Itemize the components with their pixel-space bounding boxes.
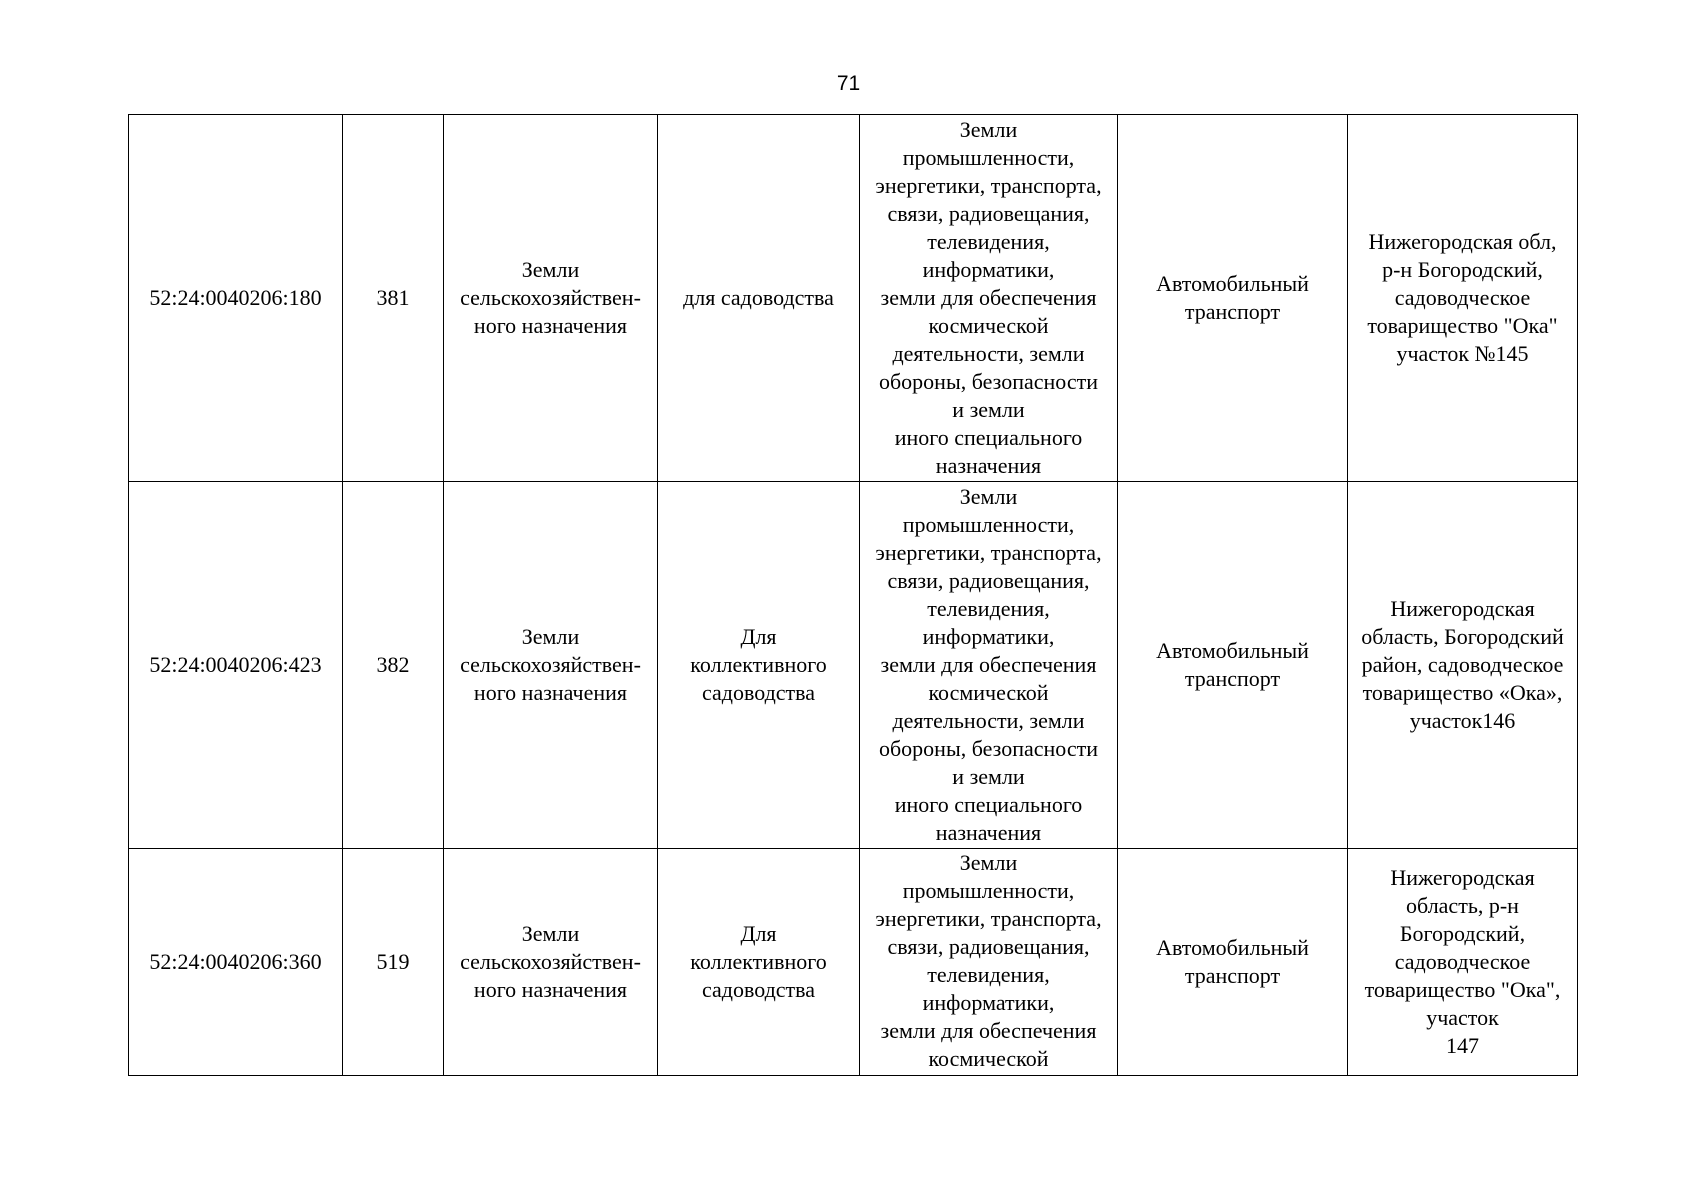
table-row [129,115,1578,482]
plot-number-cell: 381 [343,115,444,482]
cadastral-number-cell: 52:24:0040206:360 [129,849,343,1076]
cadastral-number-cell: 52:24:0040206:180 [129,115,343,482]
adjacent-category-cell: Земли промышленности, энергетики, транспорта, связи, радиовещания, телевидения, информатики, земли для обеспечения космической [860,849,1118,1076]
land-plots-table [128,114,1578,1076]
page-number: 71 [836,72,861,95]
address-cell: Нижегородская область, р-н Богородский, садоводческое товарищество "Ока", участок 147 [1348,849,1578,1076]
permitted-use-cell: для садоводства [658,115,860,482]
adjacent-category-cell: Земли промышленности, энергетики, транспорта, связи, радиовещания, телевидения, информатики, земли для обеспечения космической деятельности, земли обороны, безопасности и земли иного специального назначения [860,115,1118,482]
permitted-use-cell: Для коллективного садоводства [658,482,860,849]
land-category-cell: Земли сельскохозяйствен- ного назначения [444,482,658,849]
plot-number-cell: 519 [343,849,444,1076]
address-cell: Нижегородская область, Богородский район, садоводческое товарищество «Ока», участок146 [1348,482,1578,849]
land-category-cell: Земли сельскохозяйствен- ного назначения [444,849,658,1076]
plot-number-cell: 382 [343,482,444,849]
cadastral-number-cell: 52:24:0040206:423 [129,482,343,849]
transport-cell: Автомобильный транспорт [1118,482,1348,849]
address-cell: Нижегородская обл, р-н Богородский, садоводческое товарищество "Ока" участок №145 [1348,115,1578,482]
transport-cell: Автомобильный транспорт [1118,849,1348,1076]
transport-cell: Автомобильный транспорт [1118,115,1348,482]
table-row [129,482,1578,849]
adjacent-category-cell: Земли промышленности, энергетики, транспорта, связи, радиовещания, телевидения, информатики, земли для обеспечения космической деятельности, земли обороны, безопасности и земли иного специального назначения [860,482,1118,849]
table-row [129,849,1578,1076]
land-category-cell: Земли сельскохозяйствен- ного назначения [444,115,658,482]
permitted-use-cell: Для коллективного садоводства [658,849,860,1076]
